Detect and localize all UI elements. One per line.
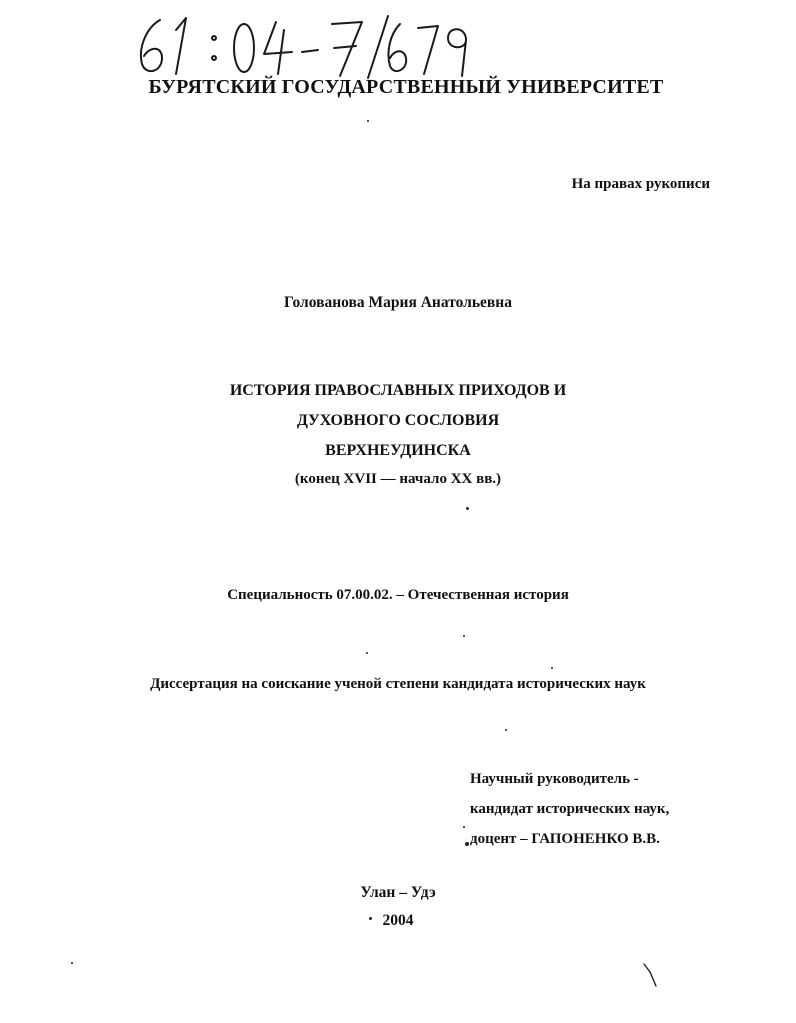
- university-name: БУРЯТСКИЙ ГОСУДАРСТВЕННЫЙ УНИВЕРСИТЕТ: [148, 76, 664, 98]
- scan-speck: [505, 729, 507, 731]
- author-name: Голованова Мария Анатольевна: [284, 294, 512, 311]
- scan-speck: [463, 826, 465, 828]
- scan-speck: [465, 842, 469, 846]
- scan-speck: [466, 507, 469, 510]
- dissertation-degree: Диссертация на соискание ученой степени кандидата исторических наук: [150, 676, 646, 692]
- scan-speck: [463, 635, 465, 637]
- scan-speck: [369, 917, 372, 920]
- thesis-period: (конец XVII — начало XX вв.): [294, 471, 502, 487]
- thesis-title-line-2: ДУХОВНОГО СОСЛОВИЯ: [296, 412, 500, 429]
- supervisor-block: [470, 764, 669, 854]
- supervisor-line-1: Научный руководитель -: [470, 771, 639, 787]
- scan-speck: [367, 120, 369, 122]
- scan-speck: [71, 962, 73, 964]
- supervisor-line-2: кандидат исторических наук,: [470, 801, 670, 817]
- city: Улан – Удэ: [360, 884, 436, 901]
- thesis-title-line-1: ИСТОРИЯ ПРАВОСЛАВНЫХ ПРИХОДОВ И: [229, 382, 567, 399]
- handwritten-archive-code: [132, 10, 482, 80]
- manuscript-rights-note: На правах рукописи: [571, 176, 710, 192]
- year: 2004: [382, 912, 414, 929]
- scan-speck: [366, 652, 368, 654]
- scan-speck: [551, 667, 553, 669]
- scan-mark: [640, 962, 660, 990]
- supervisor-line-3: доцент – ГАПОНЕНКО В.В.: [470, 831, 660, 847]
- specialty: Специальность 07.00.02. – Отечественная история: [227, 587, 569, 603]
- thesis-title-line-3: ВЕРХНЕУДИНСКА: [325, 442, 471, 459]
